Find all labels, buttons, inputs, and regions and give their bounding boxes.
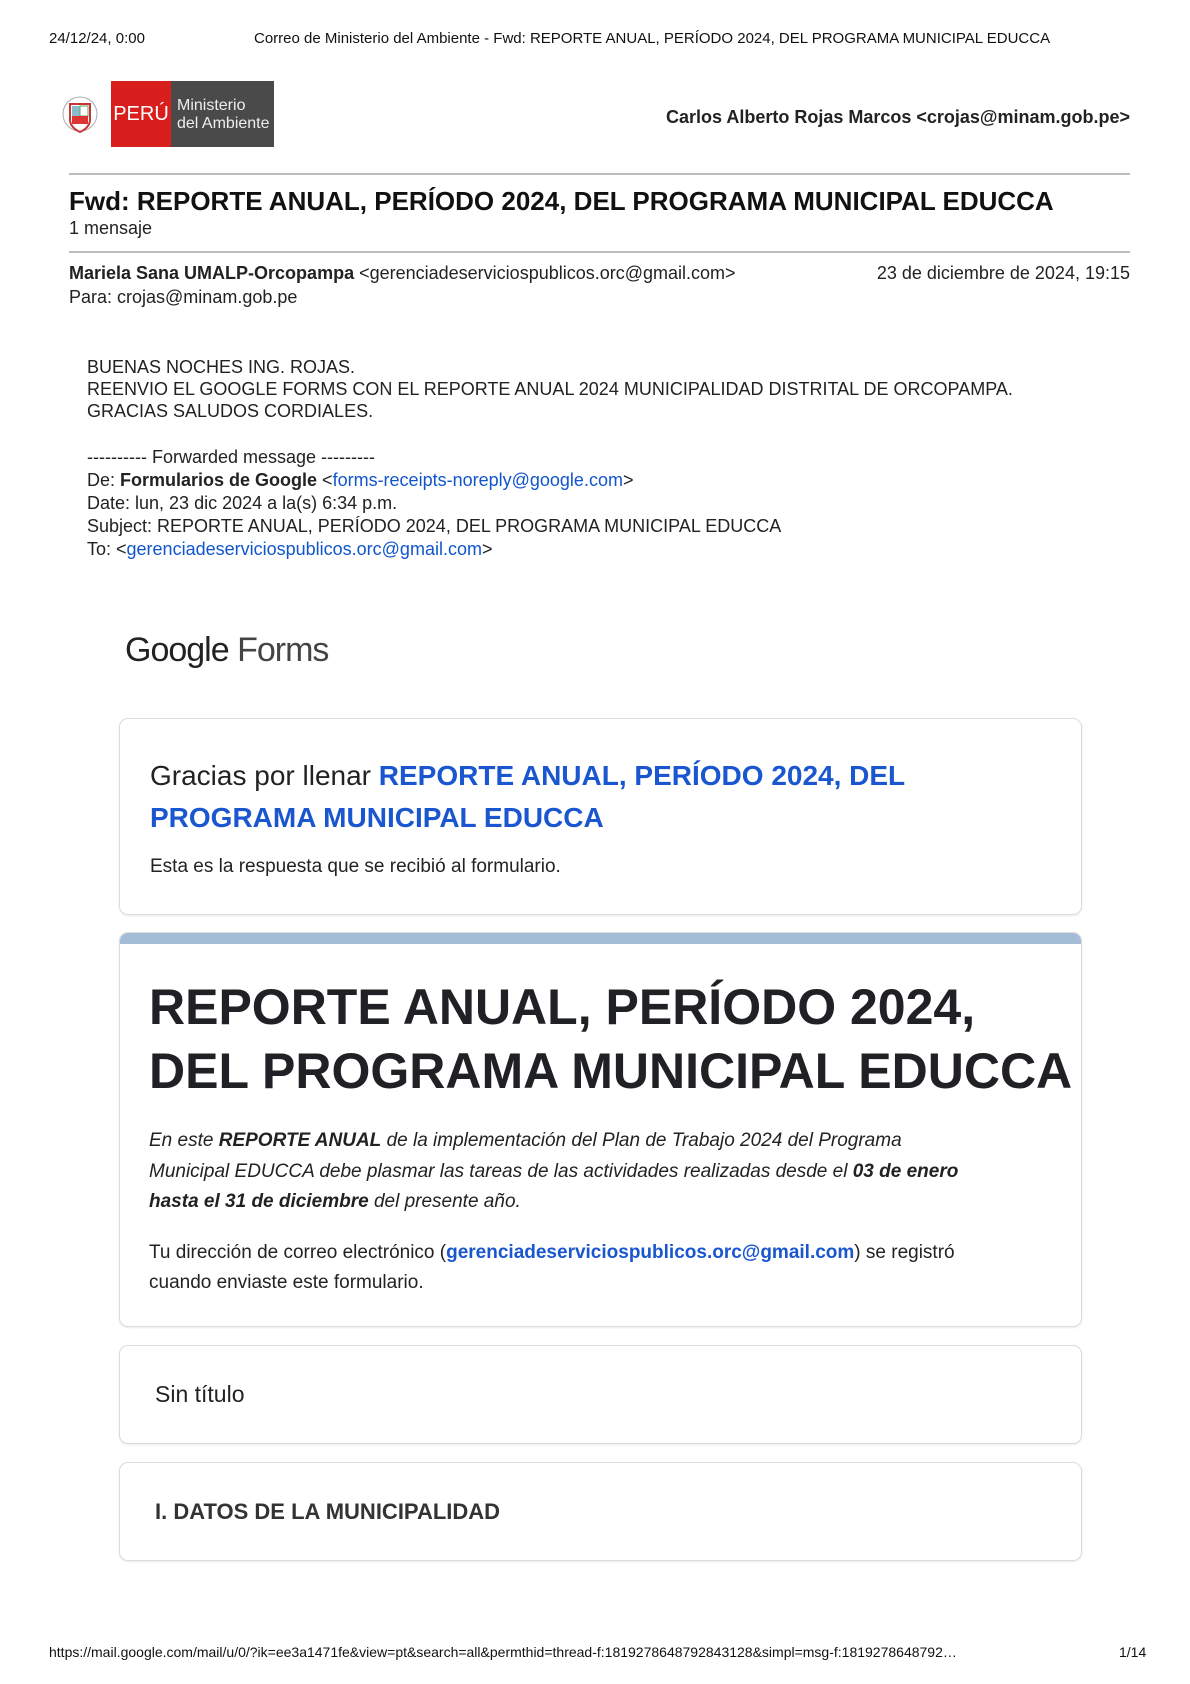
desc-text: de la implementación del Plan de Trabajo 2024 del Programa (381, 1130, 902, 1151)
account-name: Carlos Alberto Rojas Marcos <crojas@minam.gob.pe> (665, 107, 1130, 127)
message-body (87, 356, 1013, 422)
to-email-link[interactable]: gerenciadeserviciospublicos.orc@gmail.com (126, 539, 482, 559)
thread-subject: Fwd: REPORTE ANUAL, PERÍODO 2024, DEL PROGRAMA MUNICIPAL EDUCCA (69, 186, 1054, 216)
sender-name: Mariela Sana UMALP-Orcopampa (69, 263, 355, 283)
logo-peru-text: PERÚ (111, 81, 171, 147)
body-line: GRACIAS SALUDOS CORDIALES. (87, 401, 374, 421)
note-text: cuando enviaste este formulario. (149, 1272, 424, 1293)
peru-coat-of-arms-icon (60, 86, 100, 142)
from-label: De: (87, 470, 121, 490)
thanks-prefix: Gracias por llenar (150, 760, 379, 791)
form-name-line2: PROGRAMA MUNICIPAL EDUCCA (150, 802, 604, 833)
form-header-card (119, 932, 1082, 1327)
received-note: Esta es la respuesta que se recibió al formulario. (150, 856, 561, 877)
form-title (149, 975, 1072, 1103)
section-title: I. DATOS DE LA MUNICIPALIDAD (155, 1499, 501, 1524)
respondent-email-link[interactable]: gerenciadeserviciospublicos.orc@gmail.com (446, 1242, 855, 1263)
form-title-line1: REPORTE ANUAL, PERÍODO 2024, (149, 979, 976, 1035)
recipient: Para: crojas@minam.gob.pe (69, 287, 298, 307)
logo-line1: Ministerio (177, 97, 246, 114)
section-title: Sin título (155, 1381, 245, 1407)
section-untitled (119, 1345, 1082, 1444)
forwarded-subject: Subject: REPORTE ANUAL, PERÍODO 2024, DEL PROGRAMA MUNICIPAL EDUCCA (87, 516, 782, 536)
sender (69, 263, 736, 284)
desc-bold: 03 de enero (852, 1160, 959, 1182)
thanks-message (150, 755, 1050, 839)
forwarded-header: ---------- Forwarded message --------- De: Formularios de Google <forms-receipts-noreply@google.com> Date: lun, 23 dic 2024 a la(s) 6:34 p.m. Subject: REPORTE ANUAL, PERÍODO 2024, DEL PROGRAMA MUNICIPAL EDUCCA To: <gerenciadeserviciospublicos.orc@gmail.com> (87, 447, 782, 559)
forwarded-divider: ---------- Forwarded message --------- (87, 447, 375, 467)
divider (69, 251, 1130, 253)
form-name-line1: REPORTE ANUAL, PERÍODO 2024, DEL (378, 760, 906, 791)
print-date: 24/12/24, 0:00 (49, 30, 145, 47)
form-title-line2: DEL PROGRAMA MUNICIPAL EDUCCA (149, 1043, 1073, 1099)
from-name: Formularios de Google (120, 470, 318, 490)
thanks-card (119, 718, 1082, 915)
form-accent-bar (120, 933, 1081, 944)
desc-text: del presente año. (368, 1191, 521, 1212)
section-datos-municipalidad (119, 1462, 1082, 1561)
body-line: REENVIO EL GOOGLE FORMS CON EL REPORTE ANUAL 2024 MUNICIPALIDAD DISTRITAL DE ORCOPAMPA. (87, 379, 1013, 399)
print-url: https://mail.google.com/mail/u/0/?ik=ee3a1471fe&view=pt&search=all&permthid=thread-f:1819278648792843128&simpl=msg-f:1819278648792… (49, 1644, 957, 1660)
email-recorded-note (149, 1238, 955, 1298)
body-line: BUENAS NOCHES ING. ROJAS. (87, 357, 356, 377)
message-count: 1 mensaje (69, 218, 153, 238)
desc-bold: hasta el 31 de diciembre (149, 1191, 369, 1212)
divider (69, 173, 1130, 175)
note-text: Tu dirección de correo electrónico ( (149, 1242, 447, 1263)
print-title: Correo de Ministerio del Ambiente - Fwd: REPORTE ANUAL, PERÍODO 2024, DEL PROGRAMA MUNICIPAL EDUCCA (254, 30, 1051, 47)
logo-google: Google (125, 631, 229, 669)
message-date: 23 de diciembre de 2024, 19:15 (876, 263, 1130, 283)
desc-text: En este (149, 1130, 219, 1151)
to-label: To: (87, 539, 117, 559)
logo-line2: del Ambiente (177, 115, 270, 132)
logo-forms: Forms (237, 631, 329, 669)
desc-text: Municipal EDUCCA debe plasmar las tareas de las actividades realizadas desde el (149, 1160, 853, 1182)
desc-bold: REPORTE ANUAL (218, 1130, 382, 1151)
form-description (149, 1126, 958, 1218)
from-email-link[interactable]: forms-receipts-noreply@google.com (332, 470, 623, 490)
ministerio-logo (60, 81, 274, 147)
sender-email: <gerenciadeserviciospublicos.orc@gmail.com> (359, 263, 736, 283)
note-text: ) se registró (854, 1242, 955, 1263)
google-forms-logo (125, 631, 328, 670)
forwarded-date: Date: lun, 23 dic 2024 a la(s) 6:34 p.m. (87, 493, 398, 513)
page-number: 1/14 (1119, 1644, 1147, 1660)
